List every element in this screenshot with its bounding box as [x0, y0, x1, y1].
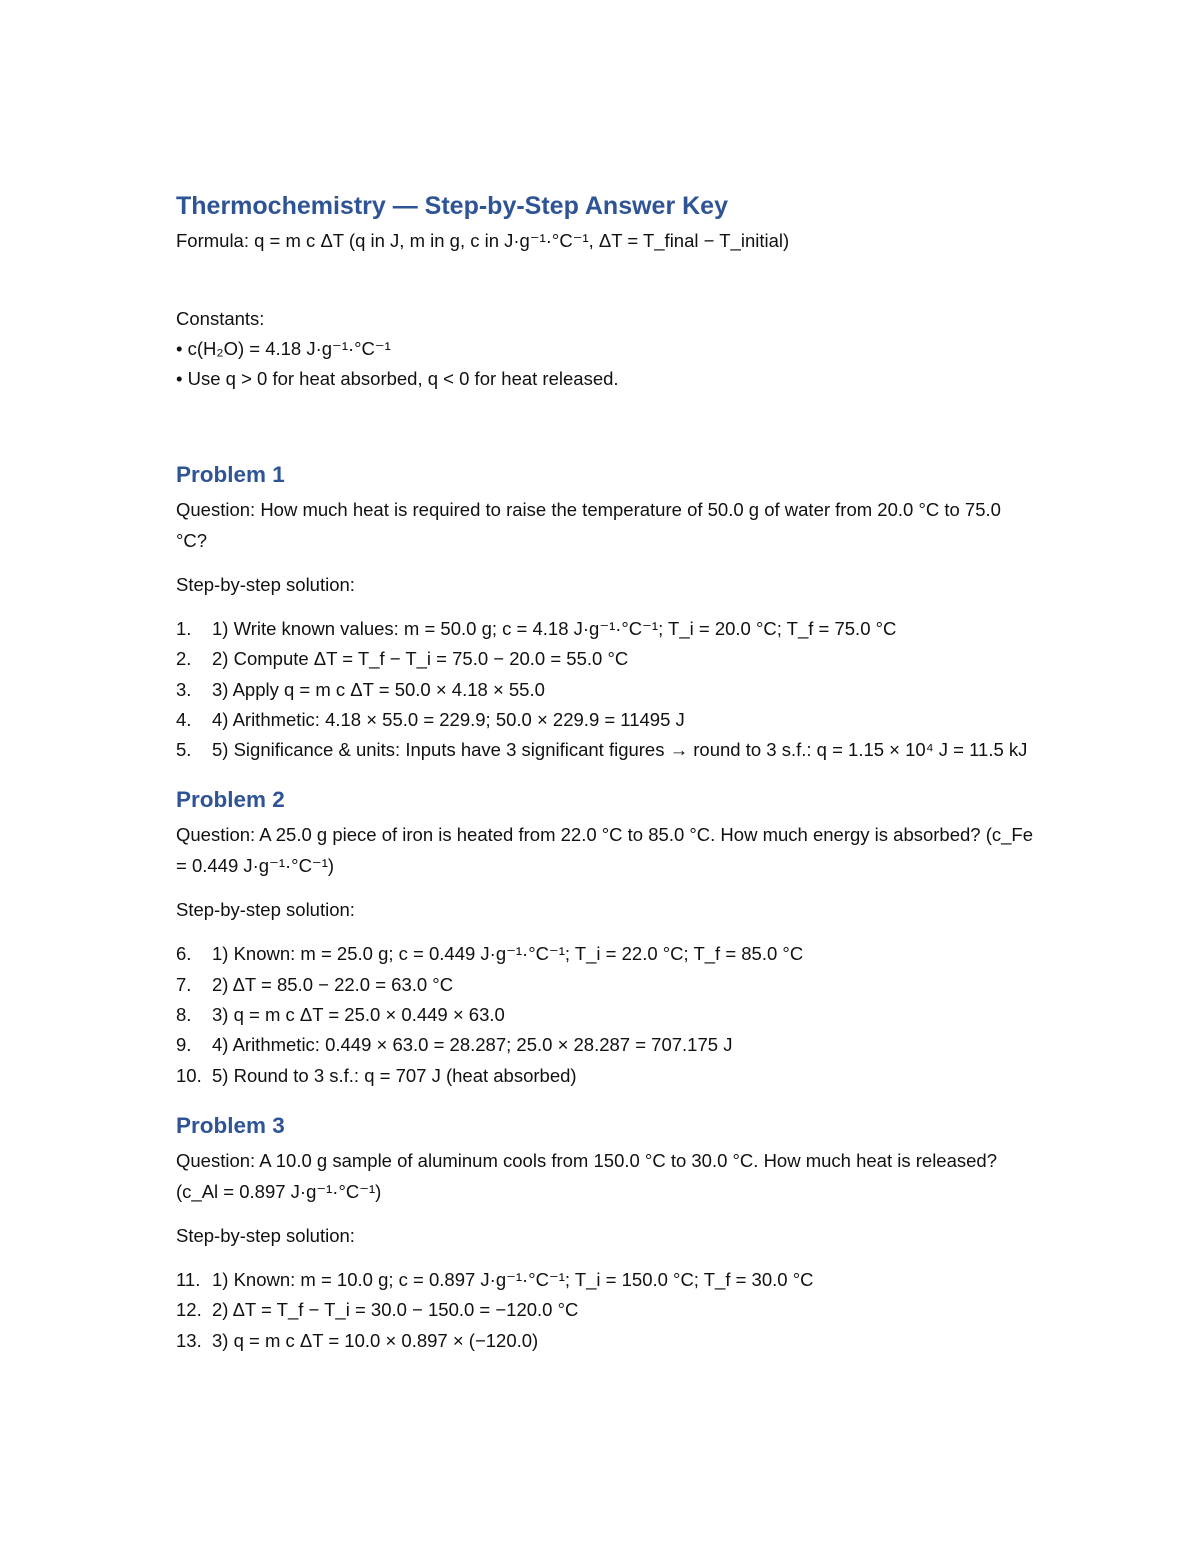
- solution-steps: [176, 1265, 1036, 1356]
- step-text: 2) ΔT = T_f − T_i = 30.0 − 150.0 = −120.0 °C: [212, 1299, 579, 1321]
- problem-question: Question: How much heat is required to raise the temperature of 50.0 g of water from 20.0 °C to 75.0 °C?: [176, 499, 1001, 551]
- step-number: 4.: [176, 708, 192, 730]
- step-text: 4) Arithmetic: 0.449 × 63.0 = 28.287; 25.0 × 28.287 = 707.175 J: [212, 1034, 733, 1056]
- problem-heading: Problem 3: [176, 1112, 285, 1138]
- document-content: [176, 190, 1036, 1356]
- solution-step: [176, 1061, 1036, 1091]
- problem-section: [176, 460, 1036, 765]
- problem-heading: Problem 1: [176, 462, 285, 487]
- step-number: 9.: [176, 1034, 192, 1056]
- solution-step: [176, 1000, 1036, 1030]
- step-text: 1) Write known values: m = 50.0 g; c = 4.18 J·g⁻¹·°C⁻¹; T_i = 20.0 °C; T_f = 75.0 °C: [212, 618, 897, 639]
- document-title: Thermochemistry — Step-by-Step Answer Key: [176, 192, 728, 220]
- step-number: 5.: [176, 739, 192, 761]
- solution-step: [176, 970, 1036, 1000]
- step-text: 3) q = m c ΔT = 25.0 × 0.449 × 63.0: [212, 1004, 505, 1026]
- step-text: 5) Significance & units: Inputs have 3 significant figures → round to 3 s.f.: q = 1.15 × 10⁴ J = 11.5 kJ: [212, 739, 1028, 761]
- step-text: 4) Arithmetic: 4.18 × 55.0 = 229.9; 50.0 × 229.9 = 11495 J: [212, 708, 685, 730]
- solution-label: Step-by-step solution:: [176, 1224, 355, 1246]
- solution-step: [176, 614, 1036, 644]
- step-text: 1) Known: m = 10.0 g; c = 0.897 J·g⁻¹·°C⁻¹; T_i = 150.0 °C; T_f = 30.0 °C: [212, 1268, 814, 1290]
- solution-steps: [176, 614, 1036, 765]
- solution-step: [176, 1265, 1036, 1295]
- problem-heading: Problem 2: [176, 787, 285, 813]
- step-number: 7.: [176, 973, 192, 995]
- solution-step: [176, 644, 1036, 674]
- step-number: 6.: [176, 943, 192, 965]
- solution-label: Step-by-step solution:: [176, 899, 355, 921]
- constants-label: Constants:: [176, 308, 265, 329]
- constant-item: • Use q > 0 for heat absorbed, q < 0 for heat released.: [176, 368, 619, 389]
- step-number: 11.: [176, 1268, 201, 1290]
- step-text: 3) q = m c ΔT = 10.0 × 0.897 × (−120.0): [212, 1329, 539, 1351]
- step-number: 13.: [176, 1329, 202, 1351]
- step-text: 2) Compute ΔT = T_f − T_i = 75.0 − 20.0 = 55.0 °C: [212, 648, 629, 670]
- solution-step: [176, 735, 1036, 765]
- step-text: 5) Round to 3 s.f.: q = 707 J (heat absorbed): [212, 1064, 577, 1086]
- step-text: 1) Known: m = 25.0 g; c = 0.449 J·g⁻¹·°C⁻¹; T_i = 22.0 °C; T_f = 85.0 °C: [212, 943, 804, 965]
- solution-label: Step-by-step solution:: [176, 574, 355, 595]
- formula-line: Formula: q = m c ΔT (q in J, m in g, c in J·g⁻¹·°C⁻¹, ΔT = T_final − T_initial): [176, 230, 790, 251]
- constant-item: • c(H₂O) = 4.18 J·g⁻¹·°C⁻¹: [176, 338, 391, 359]
- solution-steps: [176, 939, 1036, 1090]
- problem-section: [176, 785, 1036, 1090]
- solution-step: [176, 1326, 1036, 1356]
- solution-step: [176, 1030, 1036, 1060]
- solution-step: [176, 939, 1036, 969]
- problem-question: Question: A 10.0 g sample of aluminum cools from 150.0 °C to 30.0 °C. How much heat is released? (c_Al = 0.897 J·g⁻¹·°C⁻¹): [176, 1149, 998, 1202]
- step-number: 2.: [176, 648, 192, 670]
- step-number: 10.: [176, 1064, 202, 1086]
- step-number: 8.: [176, 1004, 192, 1026]
- step-number: 1.: [176, 618, 192, 639]
- problem-section: [176, 1111, 1036, 1356]
- solution-step: [176, 1295, 1036, 1325]
- solution-step: [176, 705, 1036, 735]
- step-number: 3.: [176, 678, 192, 700]
- step-text: 2) ΔT = 85.0 − 22.0 = 63.0 °C: [212, 973, 454, 995]
- step-number: 12.: [176, 1299, 202, 1321]
- problem-question: Question: A 25.0 g piece of iron is heated from 22.0 °C to 85.0 °C. How much energy is absorbed? (c_Fe = 0.449 J·g⁻¹·°C⁻¹): [176, 824, 1034, 877]
- step-text: 3) Apply q = m c ΔT = 50.0 × 4.18 × 55.0: [212, 678, 545, 700]
- solution-step: [176, 675, 1036, 705]
